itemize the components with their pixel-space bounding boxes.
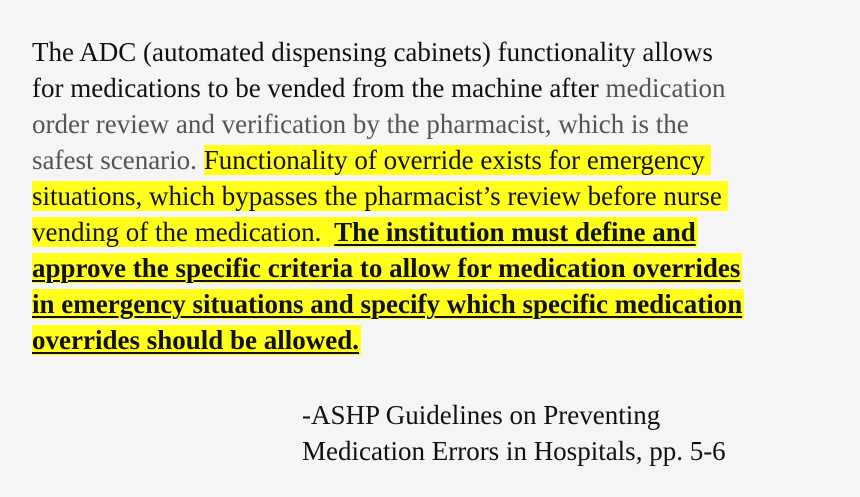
quote-text: The ADC (automated dispensing cabinets) functionality allows (32, 37, 713, 67)
source-attribution (302, 397, 726, 469)
quote-line-1 (32, 34, 842, 70)
quote-line-5 (32, 178, 842, 214)
highlighted-text: Functionality of override exists for emergency (204, 145, 711, 175)
highlighted-text: situations, which bypasses the pharmacist’s review before nurse (32, 181, 728, 211)
quote-line-3 (32, 106, 842, 142)
highlighted-bold-underlined-text: The institution must define and (334, 217, 696, 247)
quote-text: medication (605, 73, 726, 103)
guideline-quote (32, 34, 842, 358)
quote-line-7 (32, 250, 842, 286)
quote-line-4 (32, 142, 842, 178)
quote-line-2 (32, 70, 842, 106)
attribution-line-2: Medication Errors in Hospitals, pp. 5-6 (302, 436, 726, 466)
quote-text: order review and verification by the pharmacist, which is the (32, 109, 689, 139)
highlighted-text: vending of the medication. (32, 217, 334, 247)
highlighted-bold-underlined-text: overrides should be allowed. (32, 325, 360, 355)
quote-line-6 (32, 214, 842, 250)
highlighted-bold-underlined-text: in emergency situations and specify which specific medication (32, 289, 743, 319)
quote-line-8 (32, 286, 842, 322)
quote-text: safest scenario. (32, 145, 204, 175)
quote-line-9 (32, 322, 842, 358)
quote-text: for medications to be vended from the machine after (32, 73, 606, 103)
attribution-line-1: -ASHP Guidelines on Preventing (302, 400, 661, 430)
highlighted-bold-underlined-text: approve the specific criteria to allow for medication overrides (32, 253, 741, 283)
